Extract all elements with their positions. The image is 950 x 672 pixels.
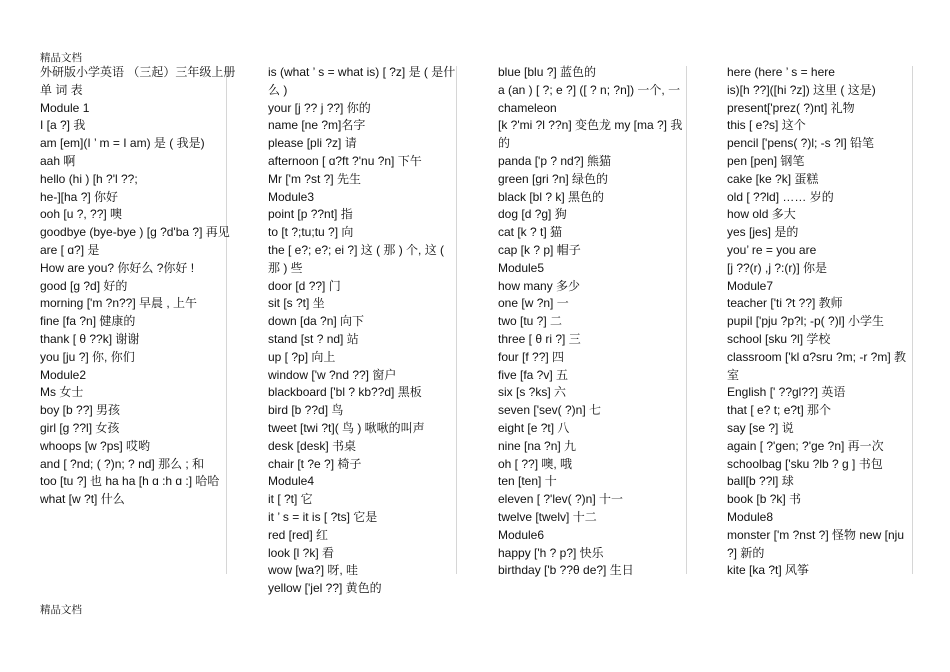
vocab-entry: window ['w ?nd ??] 窗户 bbox=[268, 367, 397, 382]
vocab-entry: to [t ?;tu;tu ?] 向 bbox=[268, 225, 354, 240]
footer-watermark-label: 精品文档 bbox=[40, 604, 82, 616]
vocab-entry: eight [e ?t] 八 bbox=[498, 420, 570, 435]
vocab-entry: 外研版小学英语 （三起）三年级上册 单 词 表 bbox=[40, 65, 236, 97]
vocab-entry: sit [s ?t] 坐 bbox=[268, 296, 325, 311]
vocab-entry: eleven [ ?'lev( ?)n] 十一 bbox=[498, 492, 624, 507]
vocab-entry: old [ ??ld] …… 岁的 bbox=[727, 189, 834, 204]
vocab-entry: Module3 bbox=[268, 189, 315, 204]
vocab-entry: ten [ten] 十 bbox=[498, 474, 557, 489]
vocab-entry: too [tu ?] 也 ha ha [h ɑ :h ɑ :] 哈哈 bbox=[40, 474, 220, 489]
vocab-entry: bird [b ??d] 鸟 bbox=[268, 403, 344, 418]
vocab-entry: I [a ?] 我 bbox=[40, 118, 86, 133]
vocab-entry: boy [b ??] 男孩 bbox=[40, 403, 121, 418]
vocab-column-4 bbox=[727, 64, 917, 590]
vocab-entry: blue [blu ?] 蓝色的 bbox=[498, 65, 597, 79]
vocab-entry: look [l ?k] 看 bbox=[268, 545, 335, 560]
vocab-entry: are [ ɑ?] 是 bbox=[40, 242, 100, 257]
vocab-column-1 bbox=[40, 64, 236, 590]
vocab-entry: school [sku ?l] 学校 bbox=[727, 331, 831, 346]
vocab-entry: down [da ?n] 向下 bbox=[268, 314, 365, 329]
vocab-entry: Module2 bbox=[40, 367, 87, 382]
vocab-entry: monster ['m ?nst ?] 怪物 new [nju ?] 新的 bbox=[727, 527, 905, 560]
vocab-entry: teacher ['ti ?t ??] 教师 bbox=[727, 296, 843, 311]
vocab-entry: twelve [twelv] 十二 bbox=[498, 509, 597, 524]
vocab-entry: Module7 bbox=[727, 278, 774, 293]
vocab-entry: Module4 bbox=[268, 474, 315, 489]
vocab-entry: again [ ?'gen; ?'ge ?n] 再一次 bbox=[727, 438, 884, 453]
vocab-entry: tweet [twi ?t]( 鸟 ) 啾啾的叫声 bbox=[268, 420, 425, 435]
vocab-entry: present['prez( ?)nt] 礼物 bbox=[727, 100, 855, 115]
vocab-entry: three [ θ ri ?] 三 bbox=[498, 331, 581, 346]
vocab-entry: Module6 bbox=[498, 527, 545, 542]
vocab-entry: ooh [u ?, ??] 噢 bbox=[40, 207, 123, 222]
vocab-entry: up [ ?p] 向上 bbox=[268, 349, 336, 364]
vocab-entry: thank [ θ ??k] 谢谢 bbox=[40, 331, 140, 346]
vocab-entry: kite [ka ?t] 风筝 bbox=[727, 563, 810, 578]
vocab-entry: door [d ??] 门 bbox=[268, 278, 341, 293]
vocab-entry: say [se ?] 说 bbox=[727, 420, 794, 435]
vocab-entry: yellow ['jel ??] 黄色的 bbox=[268, 581, 382, 596]
vocab-entry: cake [ke ?k] 蛋糕 bbox=[727, 171, 819, 186]
vocab-entry: you’ re = you are bbox=[727, 242, 817, 257]
vocab-entry: one [w ?n] 一 bbox=[498, 296, 569, 311]
vocab-entry: seven ['sev( ?)n] 七 bbox=[498, 403, 601, 418]
vocab-entry: two [tu ?] 二 bbox=[498, 314, 563, 329]
vocab-entry: How are you? 你好么 ?你好 ! bbox=[40, 260, 195, 275]
vocab-entry: Module5 bbox=[498, 260, 545, 275]
vocab-entry: point [p ??nt] 指 bbox=[268, 207, 353, 222]
vocab-column-2 bbox=[268, 64, 456, 596]
vocab-entry: English [' ??gl??] 英语 bbox=[727, 385, 846, 400]
vocab-entry: chair [t ?e ?] 椅子 bbox=[268, 456, 362, 471]
vocab-entry: four [f ??] 四 bbox=[498, 349, 565, 364]
vocab-entry: here (here ’ s = here bbox=[727, 65, 835, 79]
vocab-entry: hello (hi ) [h ?'l ??; bbox=[40, 171, 138, 186]
column-divider bbox=[456, 66, 457, 574]
vocab-entry: birthday ['b ??θ de?] 生日 bbox=[498, 563, 634, 578]
vocab-entry: blackboard ['bl ? kb??d] 黑板 bbox=[268, 385, 422, 400]
vocab-entry: afternoon [ ɑ?ft ?'nu ?n] 下午 bbox=[268, 153, 422, 168]
vocab-entry: black [bl ? k] 黑色的 bbox=[498, 189, 605, 204]
vocab-entry: oh [ ??] 噢, 哦 bbox=[498, 456, 573, 471]
vocab-entry: book [b ?k] 书 bbox=[727, 492, 802, 507]
vocab-entry: aah 啊 bbox=[40, 153, 76, 168]
vocab-entry: nine [na ?n] 九 bbox=[498, 438, 577, 453]
vocab-entry: happy ['h ? p?] 快乐 bbox=[498, 545, 604, 560]
vocab-entry: what [w ?t] 什么 bbox=[40, 492, 125, 507]
vocab-entry: cap [k ? p] 帽子 bbox=[498, 242, 581, 257]
vocab-entry: whoops [w ?ps] 哎哟 bbox=[40, 438, 151, 453]
vocab-entry: is)[h ??]([hi ?z]) 这里 ( 这是) bbox=[727, 82, 876, 97]
vocab-entry: how old 多大 bbox=[727, 207, 796, 222]
vocab-entry: please [pli ?z] 请 bbox=[268, 136, 357, 151]
vocab-entry: this [ e?s] 这个 bbox=[727, 118, 806, 133]
vocab-entry: girl [g ??l] 女孩 bbox=[40, 420, 120, 435]
vocab-entry: pencil ['pens( ?)l; -s ?l] 铅笔 bbox=[727, 136, 875, 151]
vocab-entry: stand [st ? nd] 站 bbox=[268, 331, 359, 346]
vocab-entry: name [ne ?m]名字 bbox=[268, 118, 366, 133]
vocab-entry: how many 多少 bbox=[498, 278, 581, 293]
vocab-entry: schoolbag ['sku ?lb ? g ] 书包 bbox=[727, 456, 883, 471]
vocab-entry: five [fa ?v] 五 bbox=[498, 367, 569, 382]
vocab-entry: fine [fa ?n] 健康的 bbox=[40, 314, 136, 329]
vocab-entry: Module8 bbox=[727, 509, 774, 524]
vocab-entry: [j ??(r) ,j ?:(r)] 你是 bbox=[727, 260, 828, 275]
vocab-entry: desk [desk] 书桌 bbox=[268, 438, 357, 453]
vocab-entry: your [j ?? j ??] 你的 bbox=[268, 100, 371, 115]
vocab-entry: good [g ?d] 好的 bbox=[40, 278, 128, 293]
vocab-entry: morning ['m ?n??] 早晨 , 上午 bbox=[40, 296, 198, 311]
vocab-entry: pupil ['pju ?p?l; -p( ?)l] 小学生 bbox=[727, 314, 885, 329]
vocab-entry: yes [jes] 是的 bbox=[727, 225, 799, 240]
vocab-entry: Module 1 bbox=[40, 100, 90, 115]
vocab-entry: six [s ?ks] 六 bbox=[498, 385, 567, 400]
vocab-entry: and [ ?nd; ( ?)n; ? nd] 那么 ; 和 bbox=[40, 456, 205, 471]
vocab-entry: Mr ['m ?st ?] 先生 bbox=[268, 171, 361, 186]
vocab-entry: that [ e? t; e?t] 那个 bbox=[727, 403, 832, 418]
vocab-entry: [k ?'mi ?l ??n] 变色龙 my [ma ?] 我的 bbox=[498, 118, 683, 151]
vocab-entry: am [em](I ’ m = I am) 是 ( 我是) bbox=[40, 136, 205, 151]
vocab-entry: you [ju ?] 你, 你们 bbox=[40, 349, 135, 364]
header-watermark-label: 精品文档 bbox=[40, 52, 82, 64]
vocab-entry: dog [d ?g] 狗 bbox=[498, 207, 567, 222]
vocab-entry: panda ['p ? nd?] 熊猫 bbox=[498, 153, 612, 168]
vocab-entry: is (what ’ s = what is) [ ?z] 是 ( 是什么 ) bbox=[268, 65, 456, 97]
vocab-entry: ball[b ??l] 球 bbox=[727, 474, 794, 489]
vocab-entry: Ms 女士 bbox=[40, 385, 84, 400]
column-divider bbox=[686, 66, 687, 574]
vocab-entry: he-][ha ?] 你好 bbox=[40, 189, 119, 204]
vocab-entry: goodbye (bye-bye ) [g ?d'ba ?] 再见 bbox=[40, 225, 230, 240]
vocab-entry: pen [pen] 钢笔 bbox=[727, 153, 805, 168]
vocab-entry: it [ ?t] 它 bbox=[268, 492, 313, 507]
vocab-entry: cat [k ? t] 猫 bbox=[498, 225, 563, 240]
vocab-entry: classroom ['kl ɑ?sru ?m; -r ?m] 教室 bbox=[727, 349, 906, 382]
vocab-entry: it ’ s = it is [ ?ts] 它是 bbox=[268, 509, 378, 524]
vocab-entry: a (an ) [ ?; e ?] ([ ? n; ?n]) 一个, 一 chameleon bbox=[498, 82, 681, 115]
vocab-entry: wow [wa?] 呀, 哇 bbox=[268, 563, 359, 578]
vocab-column-3 bbox=[498, 64, 686, 590]
vocab-entry: green [gri ?n] 绿色的 bbox=[498, 171, 609, 186]
vocab-entry: red [red] 红 bbox=[268, 527, 329, 542]
vocab-entry: the [ e?; e?; ei ?] 这 ( 那 ) 个, 这 ( 那 ) 些 bbox=[268, 242, 445, 275]
